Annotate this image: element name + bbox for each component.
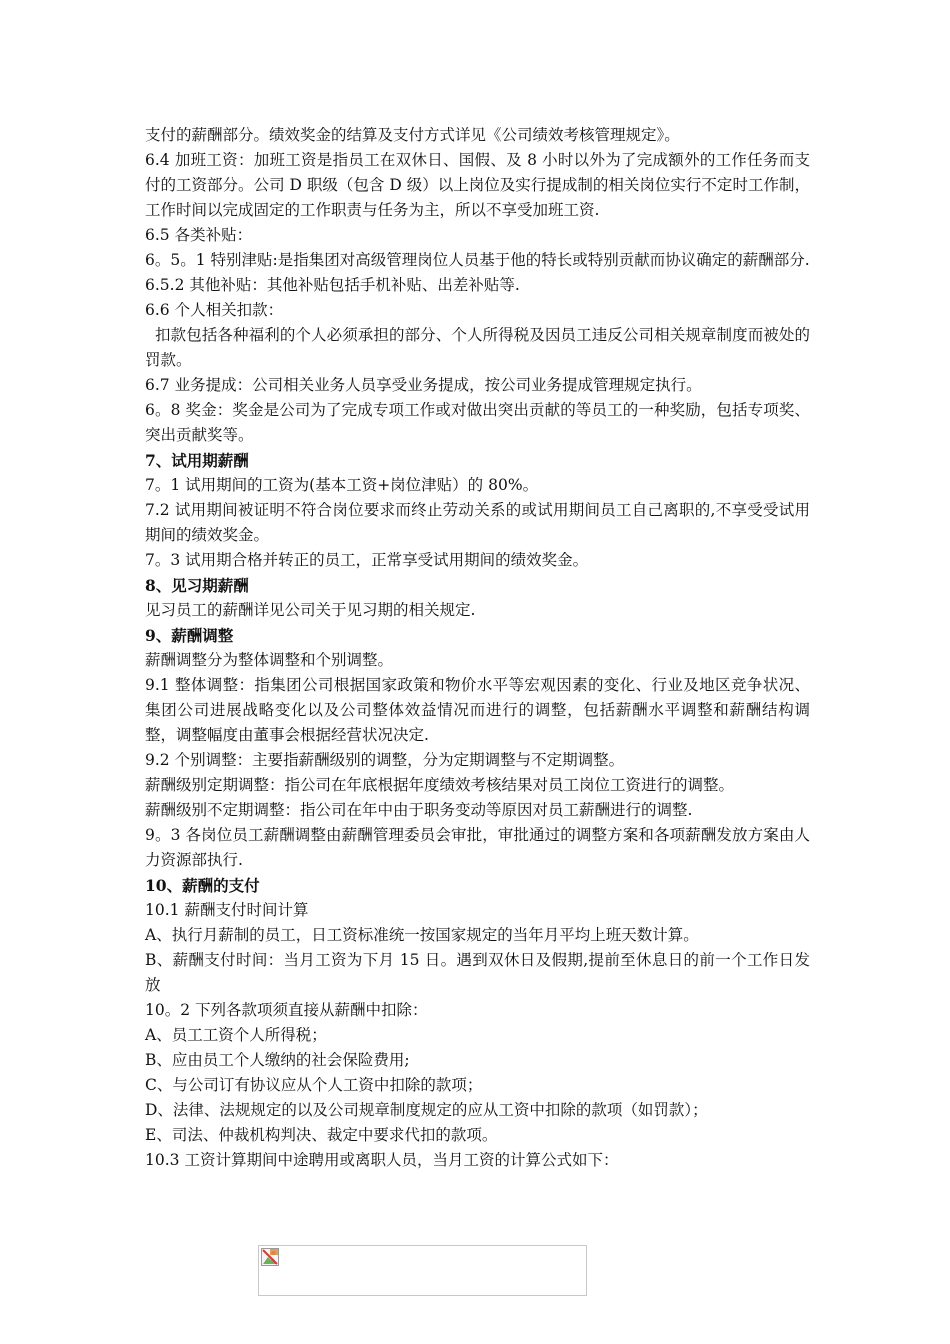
section-heading: 10、薪酬的支付	[145, 876, 260, 895]
paragraph: 7.2 试用期间被证明不符合岗位要求而终止劳动关系的或试用期间员工自己离职的,不享受受试用期间的绩效奖金。	[145, 501, 810, 544]
paragraph: 9。3 各岗位员工薪酬调整由薪酬管理委员会审批，审批通过的调整方案和各项薪酬发放方案由人力资源部执行.	[145, 826, 810, 869]
paragraph: B、薪酬支付时间：当月工资为下月 15 日。遇到双休日及假期,提前至休息日的前一个工作日发放	[145, 951, 810, 994]
paragraph: 薪酬级别定期调整：指公司在年底根据年度绩效考核结果对员工岗位工资进行的调整。	[145, 776, 735, 794]
paragraph: 10。2 下列各款项须直接从薪酬中扣除：	[145, 1001, 428, 1019]
paragraph: A、执行月薪制的员工，日工资标准统一按国家规定的当年月平均上班天数计算。	[145, 926, 699, 944]
paragraph: 薪酬级别不定期调整：指公司在年中由于职务变动等原因对员工薪酬进行的调整.	[145, 801, 693, 819]
paragraph: E、司法、仲裁机构判决、裁定中要求代扣的款项。	[145, 1126, 498, 1144]
paragraph: D、法律、法规规定的以及公司规章制度规定的应从工资中扣除的款项（如罚款）；	[145, 1101, 708, 1119]
paragraph: 6.4 加班工资：加班工资是指员工在双休日、国假、及 8 小时以外为了完成额外的工作任务而支付的工资部分。公司 D 职级（包含 D 级）以上岗位及实行提成制的相关岗位实行不定时工作制，工作时间以完成固定的工作职责与任务为主，所以不享受加班工资.	[145, 151, 810, 219]
paragraph: 6.5 各类补贴：	[145, 226, 253, 244]
broken-image-placeholder	[258, 1245, 587, 1296]
paragraph: 9.2 个别调整：主要指薪酬级别的调整，分为定期调整与不定期调整。	[145, 751, 625, 769]
paragraph: 10.3 工资计算期间中途聘用或离职人员，当月工资的计算公式如下：	[145, 1151, 619, 1169]
paragraph: 扣款包括各种福利的个人必须承担的部分、个人所得税及因员工违反公司相关规章制度而被处的罚款。	[145, 326, 810, 369]
paragraph: 6.7 业务提成：公司相关业务人员享受业务提成，按公司业务提成管理规定执行。	[145, 376, 702, 394]
paragraph: A、员工工资个人所得税；	[145, 1026, 327, 1044]
paragraph: C、与公司订有协议应从个人工资中扣除的款项；	[145, 1076, 483, 1094]
paragraph: 7。3 试用期合格并转正的员工，正常享受试用期间的绩效奖金。	[145, 551, 589, 569]
paragraph: B、应由员工个人缴纳的社会保险费用;	[145, 1051, 410, 1069]
broken-image-icon	[261, 1248, 279, 1266]
paragraph: 见习员工的薪酬详见公司关于见习期的相关规定.	[145, 601, 476, 619]
paragraph: 6。5。1 特别津贴:是指集团对高级管理岗位人员基于他的特长或特别贡献而协议确定的薪酬部分.	[145, 251, 810, 269]
document-body	[145, 123, 810, 1173]
paragraph: 6。8 奖金：奖金是公司为了完成专项工作或对做出突出贡献的等员工的一种奖励，包括专项奖、突出贡献奖等。	[145, 401, 810, 444]
paragraph: 支付的薪酬部分。绩效奖金的结算及支付方式详见《公司绩效考核管理规定》。	[145, 126, 680, 144]
paragraph: 6.5.2 其他补贴：其他补贴包括手机补贴、出差补贴等.	[145, 276, 520, 294]
paragraph: 7。1 试用期间的工资为(基本工资+岗位津贴）的 80%。	[145, 476, 539, 494]
section-heading: 7、试用期薪酬	[145, 451, 249, 470]
paragraph: 6.6 个人相关扣款：	[145, 301, 284, 319]
section-heading: 9、薪酬调整	[145, 626, 234, 645]
section-heading: 8、见习期薪酬	[145, 576, 249, 595]
paragraph: 10.1 薪酬支付时间计算	[145, 901, 309, 919]
paragraph: 9.1 整体调整：指集团公司根据国家政策和物价水平等宏观因素的变化、行业及地区竞争状况、集团公司进展战略变化以及公司整体效益情况而进行的调整，包括薪酬水平调整和薪酬结构调整，调整幅度由董事会根据经营状况决定.	[145, 676, 810, 744]
paragraph: 薪酬调整分为整体调整和个别调整。	[145, 651, 394, 669]
